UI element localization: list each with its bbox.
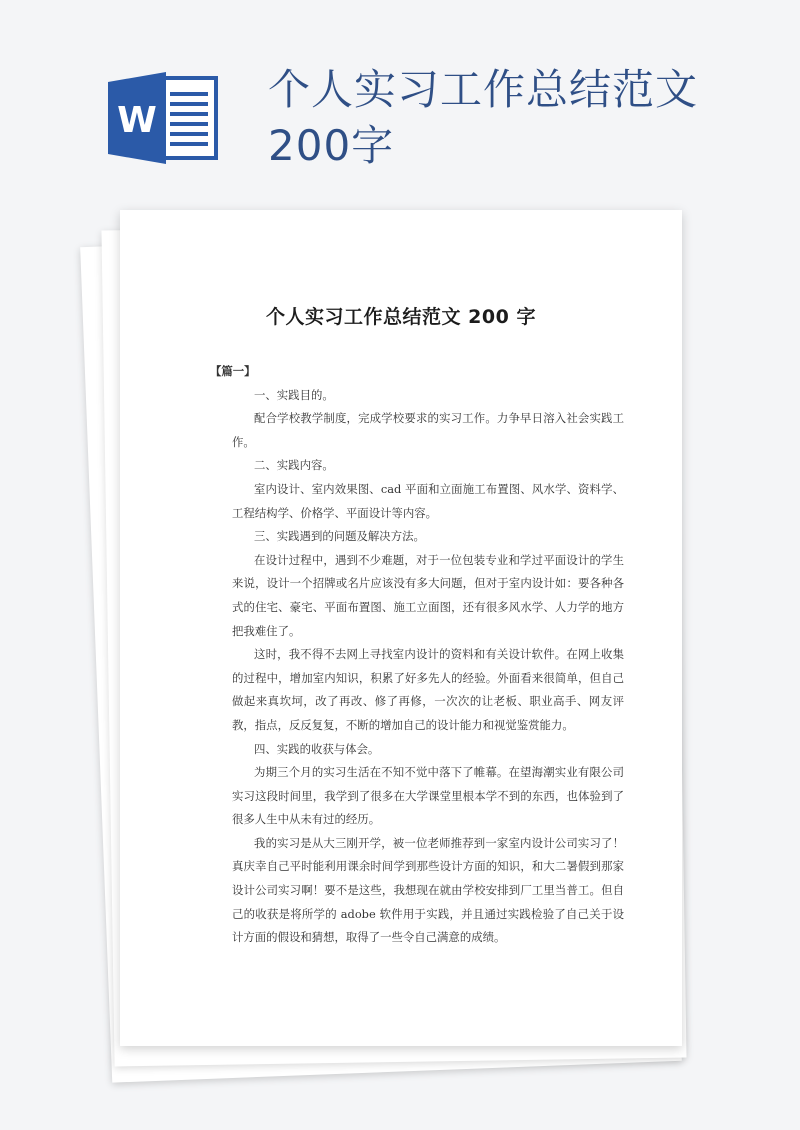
- section-tag: 【篇一】: [210, 364, 256, 378]
- paragraph: 配合学校教学制度，完成学校要求的实习工作。力争早日溶入社会实践工作。: [232, 411, 624, 449]
- header-title: [268, 62, 768, 174]
- paragraph: 这时，我不得不去网上寻找室内设计的资料和有关设计软件。在网上收集的过程中，增加室内知识，积累了好多先人的经验。外面看来很简单，但自己做起来真坎坷，改了再改、修了再修，一次次的让老板、职业高手、网友评教，指点，反反复复，不断的增加自己的设计能力和视觉鉴赏能力。: [232, 647, 624, 732]
- paragraph: 我的实习是从大三刚开学，被一位老师推荐到一家室内设计公司实习了！真庆幸自己平时能利用课余时间学到那些设计方面的知识，和大二暑假到那家设计公司实习啊！要不是这些，我想现在就由学校安排到厂工里当普工。但自己的收获是将所学的 adobe 软件用于实践，并且通过实践检验了自己关于设计方面的假设和猜想，取得了一些令自己满意的成绩。: [232, 835, 624, 945]
- document-title: 个人实习工作总结范文 200 字: [266, 306, 536, 328]
- paragraph: 一、实践目的。: [254, 387, 334, 402]
- paragraph: 为期三个月的实习生活在不知不觉中落下了帷幕。在望海潮实业有限公司实习这段时间里，我学到了很多在大学课堂里根本学不到的东西，也体验到了很多人生中从未有过的经历。: [232, 765, 624, 827]
- word-icon-letter: W: [117, 100, 157, 141]
- paragraph: 三、实践遇到的问题及解决方法。: [254, 529, 425, 544]
- header-title-line2: 200字: [268, 121, 395, 170]
- word-document-icon: [108, 72, 220, 164]
- paragraph: 室内设计、室内效果图、cad 平面和立面施工布置图、风水学、资料学、工程结构学、价格学、平面设计等内容。: [232, 481, 624, 520]
- paragraph: 二、实践内容。: [254, 458, 334, 473]
- header-title-line1: 个人实习工作总结范文: [268, 65, 699, 114]
- paragraph: 四、实践的收获与体会。: [254, 741, 380, 756]
- document-page: [120, 210, 682, 1046]
- paragraph: 在设计过程中，遇到不少难题，对于一位包装专业和学过平面设计的学生来说，设计一个招牌或名片应该没有多大问题，但对于室内设计如：要各种各式的住宅、豪宅、平面布置图、施工立面图，还有很多风水学、人力学的地方把我难住了。: [232, 552, 624, 638]
- document-body: [210, 360, 624, 950]
